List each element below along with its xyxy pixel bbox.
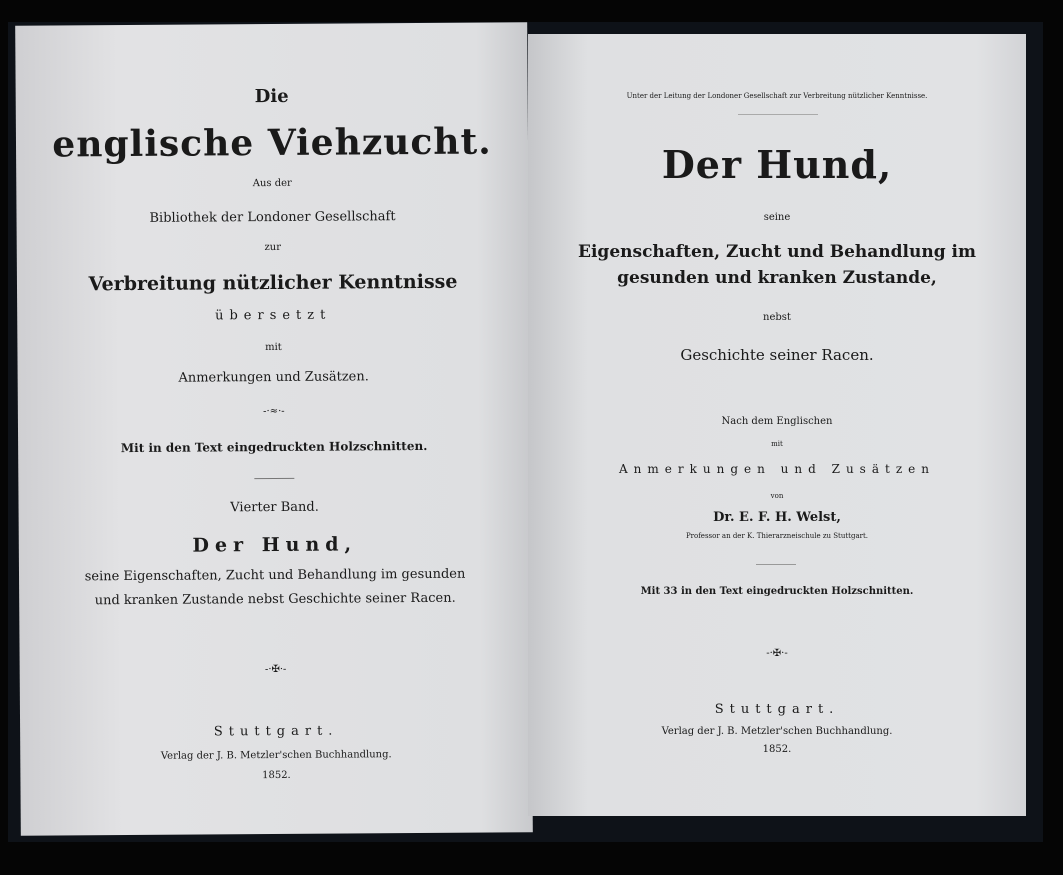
divider [756, 564, 796, 565]
ornament: -·✠·- [264, 663, 287, 676]
header-text: Unter der Leitung der Londoner Gesellschaft zur Verbreitung nützlicher Kenntnisse. [626, 92, 928, 100]
woodcuts-text: Mit in den Text eingedruckten Holzschnitten. [120, 438, 428, 456]
mit-text: mit [771, 440, 783, 448]
description-line-2: und kranken Zustande nebst Geschichte seiner Racen. [94, 590, 456, 609]
history-text: Geschichte seiner Racen. [680, 346, 874, 364]
translated-text: übersetzt [215, 307, 332, 324]
publisher-text: Verlag der J. B. Metzler'schen Buchhandlung. [661, 726, 893, 737]
publisher-text: Verlag der J. B. Metzler'schen Buchhandlung. [160, 749, 392, 762]
author-text: Dr. E. F. H. Welst, [713, 510, 841, 525]
left-title-page [15, 22, 533, 836]
divider [738, 114, 818, 115]
title-small: Die [254, 85, 289, 108]
notes-text: Anmerkungen und Zusätzen. [178, 369, 369, 386]
book-title: Der Hund, [661, 142, 893, 187]
library-text: Bibliothek der Londoner Gesellschaft [149, 209, 396, 226]
von-text: von [770, 492, 784, 500]
description-line-1: seine Eigenschaften, Zucht und Behandlung im gesunden [84, 566, 466, 585]
zur-text: zur [264, 241, 282, 254]
ornament: -·✠·- [766, 648, 788, 659]
year-text: 1852. [762, 744, 792, 755]
nebst-text: nebst [763, 312, 791, 323]
seine-text: seine [763, 212, 791, 223]
subtitle: Der Hund, [192, 533, 358, 557]
description-line-2: gesunden und kranken Zustande, [617, 268, 937, 288]
book-title: englische Viehzucht. [52, 120, 492, 166]
city-text: Stuttgart. [714, 702, 840, 717]
volume-text: Vierter Band. [230, 499, 319, 516]
author-title: Professor an der K. Thierarzneischule zu Stuttgart. [685, 532, 869, 540]
ornament: -·≈·- [263, 405, 285, 418]
after-text: Nach dem Englischen [721, 416, 833, 427]
description-line-1: Eigenschaften, Zucht und Behandlung im [578, 242, 976, 262]
notes-text: Anmerkungen und Zusätzen [619, 462, 935, 476]
city-text: Stuttgart. [213, 723, 339, 740]
divider [254, 478, 294, 479]
right-title-page [528, 34, 1026, 816]
society-text: Verbreitung nützlicher Kenntnisse [88, 270, 458, 296]
from-text: Aus der [252, 177, 292, 190]
year-text: 1852. [262, 769, 291, 782]
mit-text: mit [265, 341, 282, 354]
woodcuts-text: Mit 33 in den Text eingedruckten Holzschnitten. [640, 586, 914, 597]
